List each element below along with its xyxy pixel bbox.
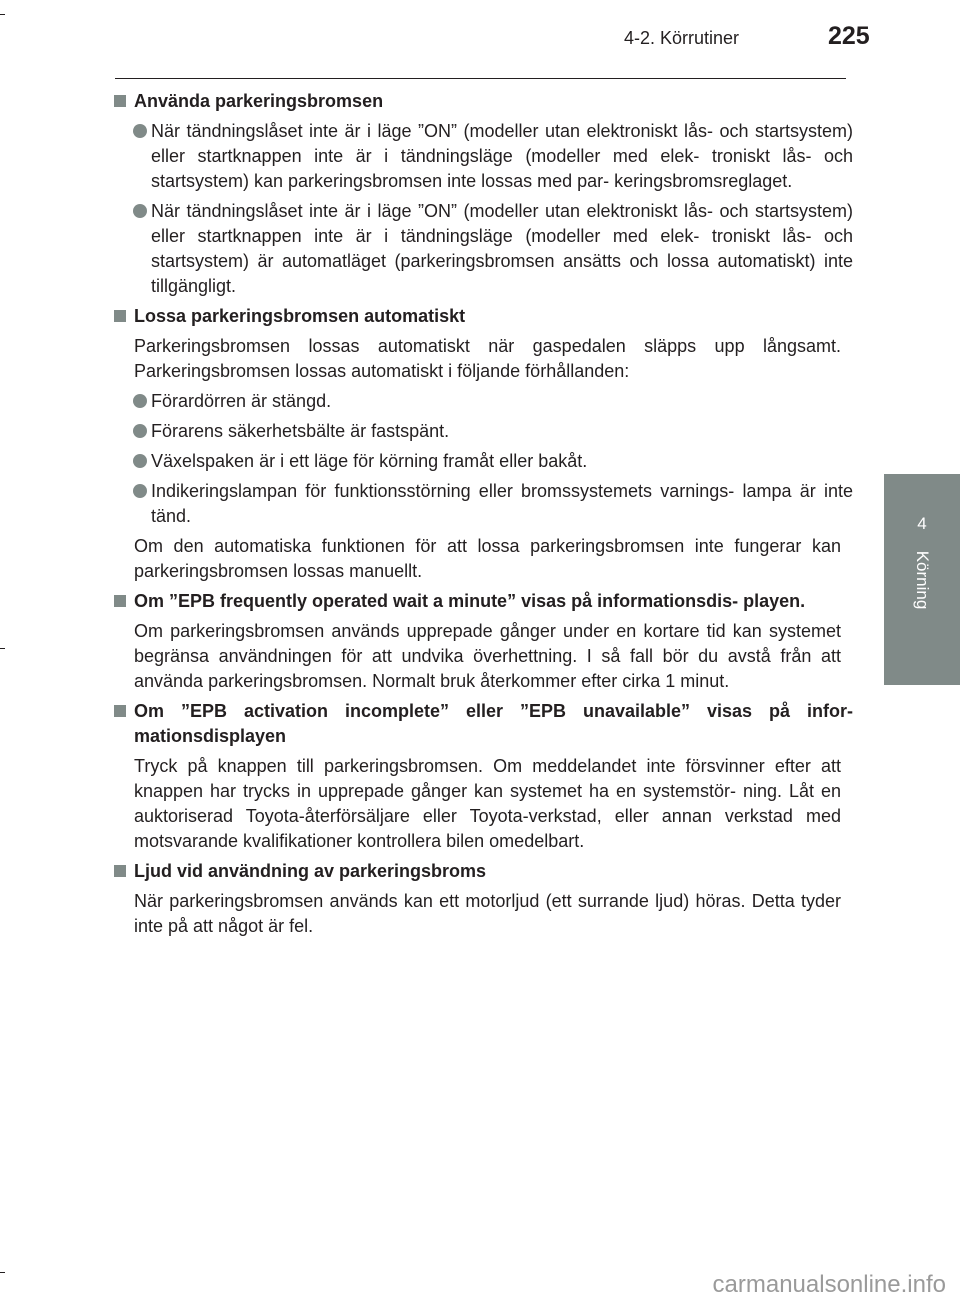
section-heading <box>113 859 853 884</box>
list-item <box>113 479 853 529</box>
square-bullet-icon <box>114 595 126 607</box>
section-header: 4-2. Körrutiner <box>624 28 740 48</box>
section-heading <box>113 699 853 749</box>
page-content <box>113 89 853 939</box>
page-number: 225 <box>828 22 870 50</box>
square-bullet-icon <box>114 95 126 107</box>
section-paragraph: Om parkeringsbromsen används upprepade gånger under en kortare tid kan systemet begränsa användningen för att undvika överhettning. I så fall bör du avstå från att använda parkeringsbromsen. Normalt bruk återkommer efter cirka 1 minut. <box>134 621 841 691</box>
round-bullet-icon <box>133 394 147 408</box>
section-heading <box>113 89 853 114</box>
section-title: Om ”EPB activation incomplete” eller ”EPB unavailable” visas på infor- mationsdisplayen <box>134 701 853 746</box>
section-title: Om ”EPB frequently operated wait a minute” visas på informationsdis- playen. <box>134 591 806 611</box>
round-bullet-icon <box>133 124 147 138</box>
section-paragraph: Parkeringsbromsen lossas automatiskt när gaspedalen släpps upp långsamt. Parkeringsbromsen lossas automatiskt i följande förhållanden: <box>134 336 841 381</box>
round-bullet-icon <box>133 454 147 468</box>
round-bullet-icon <box>133 204 147 218</box>
list-item <box>113 199 853 299</box>
crop-mark <box>0 14 5 15</box>
crop-mark <box>0 1272 5 1273</box>
section-heading <box>113 589 853 614</box>
square-bullet-icon <box>114 705 126 717</box>
section-title: Lossa parkeringsbromsen automatiskt <box>134 306 466 326</box>
list-item <box>113 389 853 414</box>
list-item-text: Förarens säkerhetsbälte är fastspänt. <box>151 421 450 441</box>
chapter-tab <box>884 474 960 685</box>
list-item-text: Indikeringslampan för funktionsstörning eller bromssystemets varnings- lampa är inte tänd. <box>151 481 853 526</box>
crop-mark <box>0 648 5 649</box>
round-bullet-icon <box>133 484 147 498</box>
section-title: Använda parkeringsbromsen <box>134 91 384 111</box>
watermark-link[interactable]: carmanualsonline.info <box>712 1271 946 1298</box>
list-item <box>113 119 853 194</box>
chapter-label: Körning <box>913 550 932 610</box>
section-paragraph: När parkeringsbromsen används kan ett motorljud (ett surrande ljud) höras. Detta tyder inte på att något är fel. <box>134 891 841 936</box>
section-paragraph: Om den automatiska funktionen för att lossa parkeringsbromsen inte fungerar kan parkeringsbromsen lossas manuellt. <box>134 536 841 581</box>
chapter-number: 4 <box>917 514 927 533</box>
list-item-text: Förardörren är stängd. <box>151 391 332 411</box>
section-heading <box>113 304 853 329</box>
section-paragraph: Tryck på knappen till parkeringsbromsen. Om meddelandet inte försvinner efter att knappen har trycks in upprepade gånger kan systemet ha en systemstör- ning. Låt en auktoriserad Toyota-återförsäljare eller Toyota-verkstad, eller annan verkstad med motsvarande kvalifikationer kontrollera bilen omedelbart. <box>134 756 841 851</box>
section-title: Ljud vid användning av parkeringsbroms <box>134 861 487 881</box>
square-bullet-icon <box>114 310 126 322</box>
square-bullet-icon <box>114 865 126 877</box>
list-item-text: När tändningslåset inte är i läge ”ON” (modeller utan elektroniskt lås- och startsystem) eller startknappen inte är i tändningsläge (modeller med elek- troniskt lås- och startsystem) är automatläget (parkeringsbromsen ansätts och lossa automatiskt) inte tillgängligt. <box>151 201 853 296</box>
header-divider <box>115 78 846 79</box>
list-item <box>113 449 853 474</box>
list-item-text: Växelspaken är i ett läge för körning framåt eller bakåt. <box>151 451 588 471</box>
round-bullet-icon <box>133 424 147 438</box>
list-item-text: När tändningslåset inte är i läge ”ON” (modeller utan elektroniskt lås- och startsystem) eller startknappen inte är i tändningsläge (modeller med elek- troniskt lås- och startsystem) kan parkeringsbromsen inte lossas med par- keringsbromsreglaget. <box>151 121 853 191</box>
list-item <box>113 419 853 444</box>
